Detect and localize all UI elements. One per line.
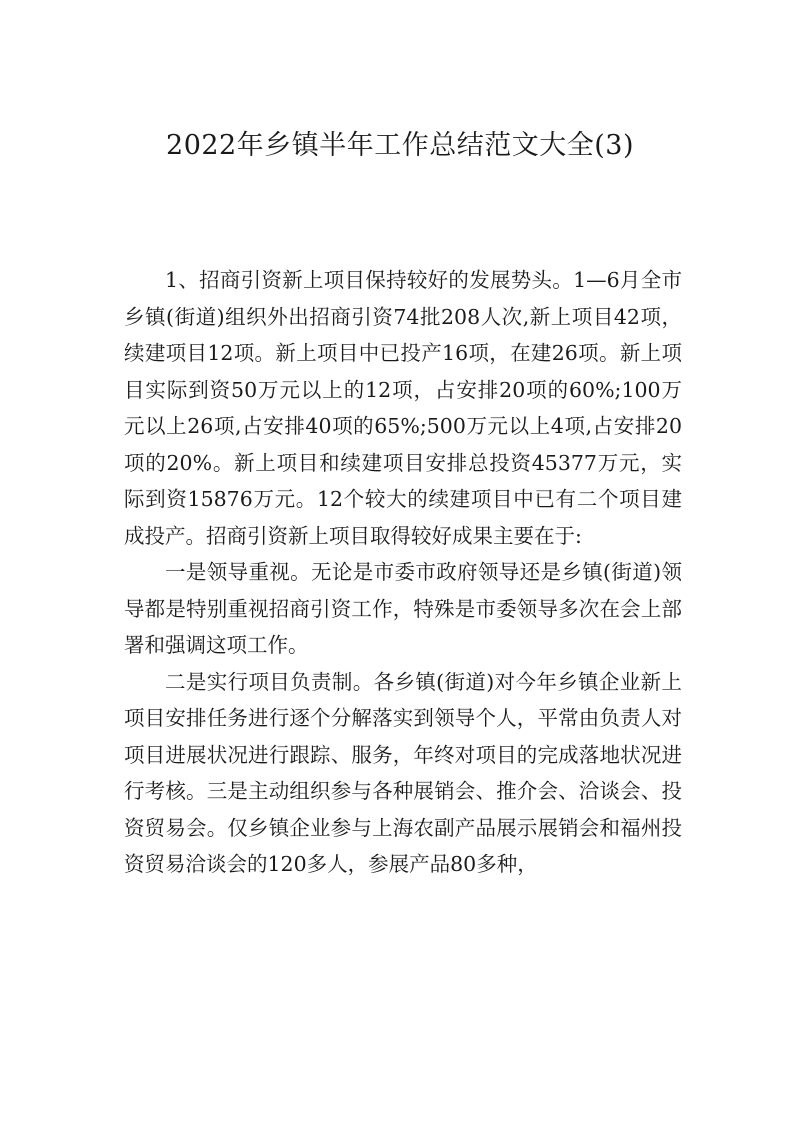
document-body bbox=[124, 262, 682, 883]
paragraph-project-responsibility: 二是实行项目负责制。各乡镇(街道)对今年乡镇企业新上项目安排任务进行逐个分解落实到领导个人，平常由负责人对项目进展状况进行跟踪、服务，年终对项目的完成落地状况进行考核。三是主动组织参与各种展销会、推介会、洽谈会、投资贸易会。仅乡镇企业参与上海农副产品展示展销会和福州投资贸易洽谈会的120多人，参展产品80多种， bbox=[124, 669, 682, 876]
document-title: 2022年乡镇半年工作总结范文大全(3) bbox=[166, 130, 634, 161]
paragraph-leadership: 一是领导重视。无论是市委市政府领导还是乡镇(街道)领导都是特别重视招商引资工作，特殊是市委领导多次在会上部署和强调这项工作。 bbox=[124, 560, 682, 657]
paragraph-investment-summary: 1、招商引资新上项目保持较好的发展势头。1—6月全市乡镇(街道)组织外出招商引资74批208人次,新上项目42项，续建项目12项。新上项目中已投产16项，在建26项。新上项目实际到资50万元以上的12项，占安排20项的60%;100万元以上26项,占安排40项的65%;500万元以上4项,占安排20项的20%。新上项目和续建项目安排总投资45377万元，实际到资15876万元。12个较大的续建项目中已有二个项目建成投产。招商引资新上项目取得较好成果主要在于: bbox=[124, 268, 682, 548]
